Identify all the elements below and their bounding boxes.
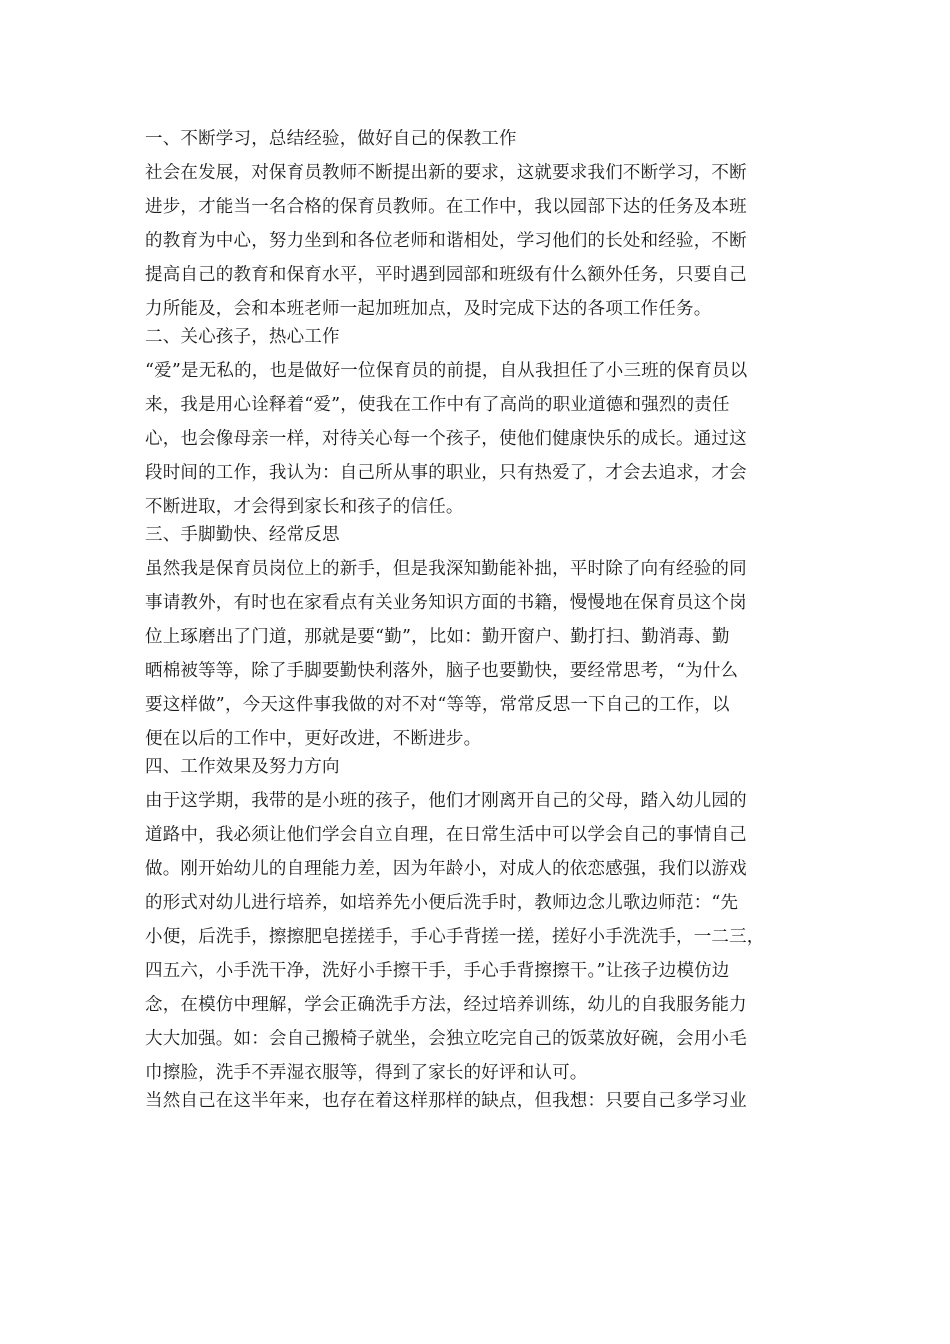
- text-line: 位上琢磨出了门道，那就是要“勤”，比如：勤开窗户、勤打扫、勤消毒、勤: [145, 627, 730, 647]
- text-line: 要这样做”，今天这件事我做的对不对“等等，常常反思一下自己的工作，以: [145, 695, 730, 715]
- text-line: 当然自己在这半年来，也存在着这样那样的缺点，但我想：只要自己多学习业: [145, 1091, 747, 1111]
- text-line: 晒棉被等等，除了手脚要勤快利落外，脑子也要勤快，要经常思考，“为什么: [145, 661, 739, 681]
- section-heading-3: 三、手脚勤快、经常反思: [145, 525, 340, 545]
- document-body: [145, 125, 815, 1121]
- text-line: 小便，后洗手，擦擦肥皂搓搓手，手心手背搓一搓，搓好小手洗洗手，一二三，: [145, 927, 765, 947]
- text-line: 道路中，我必须让他们学会自立自理，在日常生活中可以学会自己的事情自己: [145, 825, 747, 845]
- text-line: 进步，才能当一名合格的保育员教师。在工作中，我以园部下达的任务及本班: [145, 197, 747, 217]
- text-line: 不断进取，才会得到家长和孩子的信任。: [145, 497, 464, 517]
- text-line: 来，我是用心诠释着“爱”，使我在工作中有了高尚的职业道德和强烈的责任: [145, 395, 730, 415]
- text-line: 段时间的工作，我认为：自己所从事的职业，只有热爱了，才会去追求，才会: [145, 463, 747, 483]
- text-line: 的教育为中心，努力坐到和各位老师和谐相处，学习他们的长处和经验，不断: [145, 231, 747, 251]
- text-line: 的形式对幼儿进行培养，如培养先小便后洗手时，教师边念儿歌边师范：“先: [145, 893, 739, 913]
- text-line: 便在以后的工作中，更好改进，不断进步。: [145, 729, 482, 749]
- text-line: 四五六，小手洗干净，洗好小手擦干手，手心手背擦擦干。”让孩子边模仿边: [145, 961, 730, 981]
- text-line: 提高自己的教育和保育水平，平时遇到园部和班级有什么额外任务，只要自己: [145, 265, 747, 285]
- section-heading-2: 二、关心孩子，热心工作: [145, 327, 340, 347]
- text-line: “爱”是无私的，也是做好一位保育员的前提，自从我担任了小三班的保育员以: [145, 361, 748, 381]
- text-line: 念，在模仿中理解，学会正确洗手方法，经过培养训练，幼儿的自我服务能力: [145, 995, 747, 1015]
- text-line: 事请教外，有时也在家看点有关业务知识方面的书籍，慢慢地在保育员这个岗: [145, 593, 747, 613]
- text-line: 巾擦脸，洗手不弄湿衣服等，得到了家长的好评和认可。: [145, 1063, 588, 1083]
- text-line: 力所能及，会和本班老师一起加班加点，及时完成下达的各项工作任务。: [145, 299, 712, 319]
- text-line: 做。刚开始幼儿的自理能力差，因为年龄小，对成人的依恋感强，我们以游戏: [145, 859, 747, 879]
- section-heading-4: 四、工作效果及努力方向: [145, 757, 340, 777]
- text-line: 心，也会像母亲一样，对待关心每一个孩子，使他们健康快乐的成长。通过这: [145, 429, 747, 449]
- text-line: 社会在发展，对保育员教师不断提出新的要求，这就要求我们不断学习，不断: [145, 163, 747, 183]
- text-line: 虽然我是保育员岗位上的新手，但是我深知勤能补拙，平时除了向有经验的同: [145, 559, 747, 579]
- text-line: 由于这学期，我带的是小班的孩子，他们才刚离开自己的父母，踏入幼儿园的: [145, 791, 747, 811]
- section-heading-1: 一、不断学习，总结经验，做好自己的保教工作: [145, 129, 517, 149]
- text-line: 大大加强。如：会自己搬椅子就坐，会独立吃完自己的饭菜放好碗，会用小毛: [145, 1029, 747, 1049]
